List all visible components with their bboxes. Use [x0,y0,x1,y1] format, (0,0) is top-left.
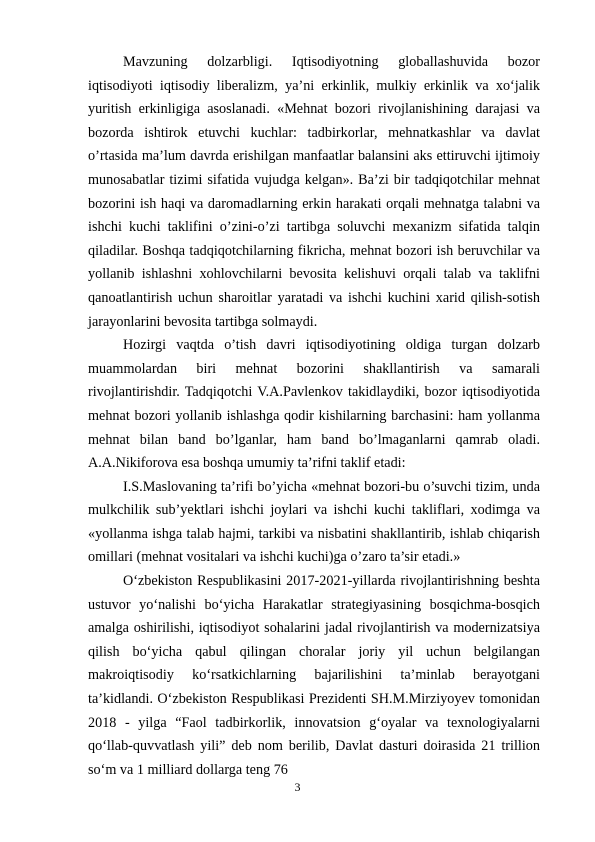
document-body [88,51,540,782]
paragraph-maslova-definition: I.S.Maslovaning ta’rifi bo’yicha «mehnat bozori-bu o’suvchi tizim, unda mulkchilik sub’yektlari ishchi joylari va ishchi kuchi takliflari, xodimga va «yollanma ishga talab hajmi, tarkibi va nisbatini shakllantirib, ishlab chiqarish omillari (mehnat vositalari va ishchi kuchi)ga o’zaro ta’sir etadi.» [88,478,540,566]
page-number: 3 [294,780,301,794]
paragraph-uzbekistan-strategy: O‘zbekiston Respublikasini 2017-2021-yillarda rivojlantirishning beshta ustuvor yo‘nalishi bo‘yicha Harakatlar strategiyasining bosqichma-bosqich amalga oshirilishi, iqtisodiyot sohalarini jadal rivojlantirish va modernizatsiya qilish bo‘yicha qabul qilingan choralar joriy yil uchun belgilangan makroiqtisodiy ko‘rsatkichlarning bajarilishini ta’minlab berayotgani ta’kidlandi. O‘zbekiston Respublikasi Prezidenti SH.M.Mirziyoyev tomonidan 2018 - yilga “Faol tadbirkorlik, innovatsion g‘oyalar va texnologiyalarni qo‘llab-quvvatlash yili” deb nom berilib, Davlat dasturi doirasida 21 trillion so‘m va 1 milliard dollarga teng 76 [88,573,540,778]
paragraph-transition-economy: Hozirgi vaqtda o’tish davri iqtisodiyotining oldiga turgan dolzarb muammolardan biri mehnat bozorini shakllantirish va samarali rivojlantirishdir. Tadqiqotchi V.A.Pavlenkov takidlaydiki, bozor iqtisodiyotida mehnat bozori yollanib ishlashga qodir kishilarning barchasini: ham yollanma mehnat bilan band bo’lganlar, ham band bo’lmaganlarni qamrab oladi. A.A.Nikiforova esa boshqa umumiy ta’rifni taklif etadi: [88,337,540,472]
paragraph-relevance: Mavzuning dolzarbligi. Iqtisodiyotning globallashuvida bozor iqtisodiyoti iqtisodiy liberalizm, ya’ni erkinlik, mulkiy erkinlik va xo‘jalik yuritish erkinligiga asoslanadi. «Mehnat bozori rivojlanishining darajasi va bozorda ishtirok etuvchi kuchlar: tadbirkorlar, mehnatkashlar va davlat o’rtasida ma’lum davrda erishilgan manfaatlar balansini aks ettiruvchi ijtimoiy munosabatlar tizimi sifatida vujudga kelgan». Ba’zi bir tadqiqotchilar mehnat bozorini ish haqi va daromadlarning erkin harakati orqali mehnatga talabni va ishchi kuchi taklifini o’zini-o’zi tartibga soluvchi mexanizm sifatida talqin qiladilar. Boshqa tadqiqotchilarning fikricha, mehnat bozori ish beruvchilar va yollanib ishlashni xohlovchilarni bevosita kelishuvi orqali talab va taklifni qanoatlantirish uchun sharoitlar yaratadi va ishchi kuchini xarid qilish-sotish jarayonlarini bevosita tartibga solmaydi. [88,54,540,330]
